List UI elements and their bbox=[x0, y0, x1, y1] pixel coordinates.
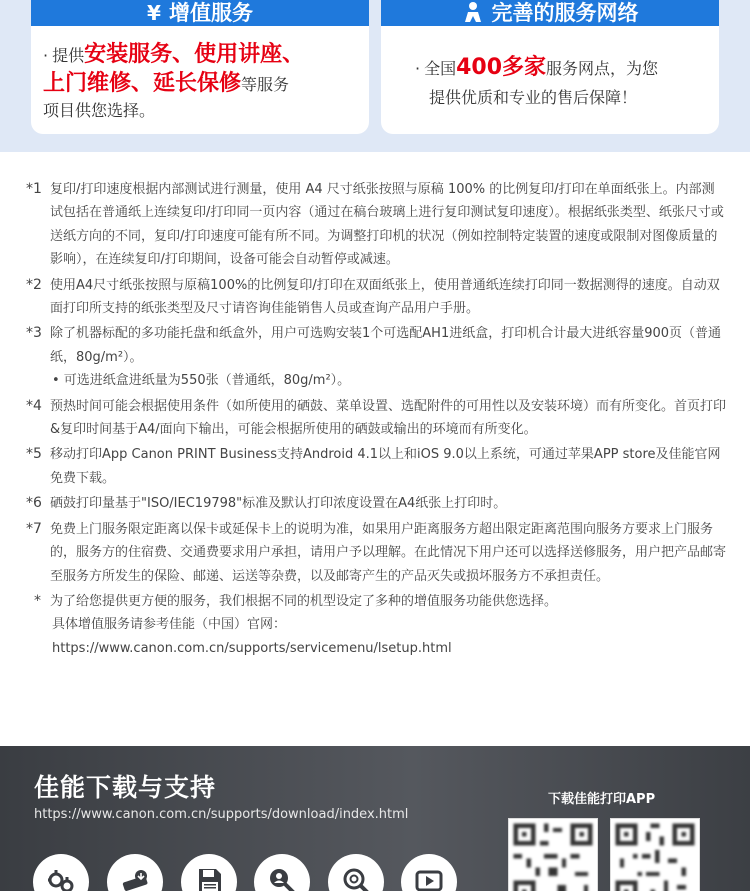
app-download-label: 下载佳能打印APP bbox=[548, 792, 656, 807]
service-highlight-2: 上门维修、延长保修 bbox=[43, 71, 242, 96]
gears-icon bbox=[46, 866, 76, 891]
footnote-2 bbox=[26, 274, 726, 321]
driver-download-button[interactable] bbox=[33, 854, 89, 891]
video-play-icon bbox=[414, 866, 444, 891]
service-suffix: 等服务 bbox=[241, 75, 290, 94]
footnote-3 bbox=[26, 322, 726, 392]
footnote-text: 使用A4尺寸纸张按照与原稿100%的比例复印/打印在双面纸张上，使用普通纸连续打印同一数据测得的速度。自动双面打印所支持的纸张类型及尺寸请咨询佳能销售人员或查询产品用户手册。 bbox=[50, 277, 720, 317]
service-network-header bbox=[381, 0, 719, 26]
footnote-mark: *1 bbox=[26, 181, 42, 197]
firmware-button[interactable] bbox=[181, 854, 237, 891]
download-url-link[interactable]: https://www.canon.com.cn/supports/download/index.html bbox=[34, 807, 409, 822]
footnote-subtext: • 可选进纸盒进纸量为550张（普通纸，80g/m²）。 bbox=[52, 373, 351, 389]
service-network-card bbox=[381, 0, 719, 134]
yen-icon: ¥ bbox=[147, 1, 161, 25]
service-choice-text: 项目供您选择。 bbox=[43, 101, 156, 120]
value-added-service-card bbox=[31, 0, 369, 134]
service-cards-section bbox=[0, 0, 750, 152]
value-added-service-header bbox=[31, 0, 369, 26]
footnote-mark: *5 bbox=[26, 446, 42, 463]
qr-code-1 bbox=[508, 818, 598, 891]
network-suffix: 服务网点，为您 bbox=[546, 59, 659, 78]
footnote-6 bbox=[26, 492, 726, 515]
footnote-7 bbox=[26, 518, 726, 588]
service-network-title: 完善的服务网络 bbox=[491, 0, 639, 25]
network-guarantee-text: 提供优质和专业的售后保障！ bbox=[429, 88, 638, 107]
service-highlight-1: 安装服务、使用讲座、 bbox=[84, 42, 305, 67]
footnote-service bbox=[26, 590, 726, 660]
footnote-mark: *7 bbox=[26, 520, 42, 537]
magnifier-icon bbox=[341, 866, 371, 891]
footnote-1 bbox=[26, 178, 726, 272]
search-person-icon bbox=[267, 866, 297, 891]
nationwide-text: 全国 bbox=[424, 59, 457, 78]
footnote-mark: *3 bbox=[26, 325, 42, 342]
footnote-mark: *2 bbox=[26, 276, 42, 293]
network-person-icon bbox=[462, 1, 484, 26]
footnote-subtext: 具体增值服务请参考佳能（中国）官网： bbox=[52, 617, 287, 633]
consumables-button[interactable] bbox=[107, 854, 163, 891]
bullet: · bbox=[43, 46, 49, 65]
value-added-service-body bbox=[31, 26, 369, 134]
bullet: · bbox=[415, 59, 421, 78]
footnote-text: 为了给您提供更方便的服务，我们根据不同的机型设定了多种的增值服务功能供您选择。 bbox=[50, 593, 558, 609]
footnote-mark: * bbox=[34, 592, 41, 609]
footnote-text: 预热时间可能会根据使用条件（如所使用的硒鼓、菜单设置、选配附件的可用性以及安装环境）而有所变化。首页打印&复印时间基于A4/面向下输出，可能会根据所使用的硒鼓或输出的环境而有所变化。 bbox=[50, 398, 727, 438]
footnote-mark: *6 bbox=[26, 495, 42, 512]
qr-code-2 bbox=[610, 818, 700, 891]
footnote-mark: *4 bbox=[26, 397, 42, 414]
toner-cartridge-icon bbox=[120, 866, 150, 891]
footnote-text: 免费上门服务限定距离以保卡或延保卡上的说明为准，如果用户距离服务方超出限定距离范围向服务方要求上门服务的，服务方的住宿费、交通费要求用户承担，请用户予以理解。在此情况下用户还可以选择送修服务，用户把产品邮寄至服务方所发生的保险、邮递、运送等杂费，以及邮寄产生的产品灭失或损坏服务方不承担责任。 bbox=[50, 521, 727, 584]
search-button[interactable] bbox=[328, 854, 384, 891]
download-support-footer bbox=[0, 746, 750, 891]
footnote-5 bbox=[26, 443, 726, 490]
footnote-text: 复印/打印速度根据内部测试进行测量，使用 A4 尺寸纸张按照与原稿 100% 的比例复印/打印在单面纸张上。内部测试包括在普通纸上连续复印/打印同一页内容（通过在稿台玻璃上进行复印测试复印速度）。根据纸张类型、纸张尺寸或送纸方向的不同，复印/打印速度可能有所不同。为调整打印机的状况（例如控制特定装置的速度或限制对图像质量的影响），在连续复印/打印期间，设备可能会自动暂停或减速。 bbox=[50, 182, 724, 268]
video-tutorial-button[interactable] bbox=[401, 854, 457, 891]
faq-button[interactable] bbox=[254, 854, 310, 891]
service-url-link[interactable]: https://www.canon.com.cn/supports/servicemenu/lsetup.html bbox=[52, 640, 452, 656]
footnotes bbox=[26, 178, 726, 660]
network-count-highlight: 400多家 bbox=[456, 55, 547, 80]
service-network-body bbox=[381, 26, 719, 134]
footnote-text: 硒鼓打印量基于"ISO/IEC19798"标准及默认打印浓度设置在A4纸张上打印时。 bbox=[50, 496, 507, 512]
value-added-service-title: 增值服务 bbox=[168, 0, 253, 25]
provide-text: 提供 bbox=[52, 46, 85, 65]
footer-title: 佳能下载与支持 bbox=[34, 773, 217, 802]
footnote-text: 除了机器标配的多功能托盘和纸盒外，用户可选购安装1个可选配AH1进纸盒，打印机合计最大进纸容量900页（普通纸，80g/m²）。 bbox=[50, 326, 722, 365]
footnote-text: 移动打印App Canon PRINT Business支持Android 4.1以上和iOS 9.0以上系统，可通过苹果APP store及佳能官网免费下载。 bbox=[50, 447, 721, 486]
floppy-disk-icon bbox=[194, 866, 224, 891]
footnote-4 bbox=[26, 395, 726, 442]
